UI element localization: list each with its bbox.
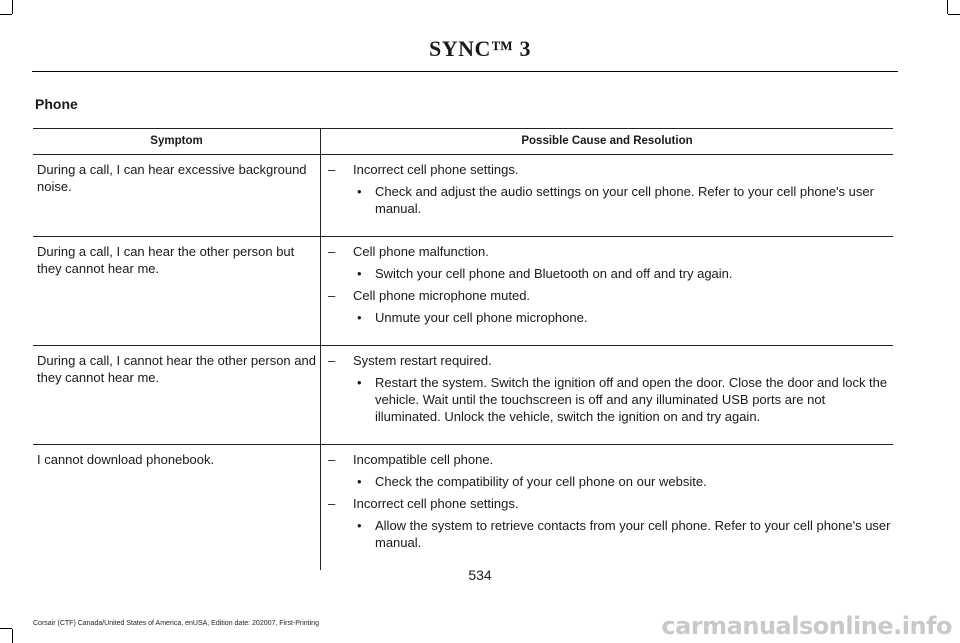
crop-mark <box>12 0 13 14</box>
symptom-cell: During a call, I can hear the other person but they cannot hear me. <box>37 244 295 276</box>
dash-marker: – <box>328 244 336 259</box>
remedy-text: Check and adjust the audio settings on your cell phone. Refer to your cell phone's user manual. <box>375 184 874 216</box>
crop-mark <box>947 0 948 14</box>
remedy-text: Switch your cell phone and Bluetooth on and off and try again. <box>375 266 733 281</box>
table-row <box>33 445 893 570</box>
remedy-item <box>353 265 893 282</box>
cause-item <box>328 243 893 260</box>
cause-text: Cell phone microphone muted. <box>353 288 531 303</box>
remedy-item <box>353 309 893 326</box>
cause-cell <box>320 445 893 570</box>
cause-cell <box>320 346 893 444</box>
column-header-symptom: Symptom <box>150 135 203 147</box>
remedy-text: Restart the system. Switch the ignition off and open the door. Close the door and lock the vehicle. Wait until the touchscreen is off and any illuminated USB ports are not illuminated. Unlock the vehicle, switch the ignition on and try again. <box>375 375 888 424</box>
symptom-cell: During a call, I can hear excessive background noise. <box>37 162 307 194</box>
symptom-cell: I cannot download phonebook. <box>37 452 215 467</box>
remedy-text: Unmute your cell phone microphone. <box>375 310 588 325</box>
page-number: 534 <box>468 567 492 583</box>
table-row <box>33 346 893 445</box>
remedy-text: Check the compatibility of your cell phone on our website. <box>375 474 707 489</box>
cause-item <box>328 287 893 304</box>
remedy-item <box>353 374 893 425</box>
watermark: carmanualsonline.info <box>661 612 952 640</box>
crop-mark <box>0 14 12 15</box>
bullet-marker: • <box>357 184 362 199</box>
cause-cell <box>320 237 893 345</box>
remedy-item <box>353 517 893 551</box>
remedy-text: Allow the system to retrieve contacts from your cell phone. Refer to your cell phone's user manual. <box>375 518 891 550</box>
dash-marker: – <box>328 353 336 368</box>
cause-item <box>328 495 893 512</box>
cause-text: Cell phone malfunction. <box>353 244 489 259</box>
cause-text: System restart required. <box>353 353 492 368</box>
bullet-marker: • <box>357 375 362 390</box>
dash-marker: – <box>328 288 336 303</box>
cause-item <box>328 451 893 468</box>
bullet-marker: • <box>357 310 362 325</box>
crop-mark <box>0 628 12 629</box>
cause-item <box>328 352 893 369</box>
crop-mark <box>12 629 13 643</box>
header-divider <box>32 71 898 72</box>
symptom-cell: During a call, I cannot hear the other person and they cannot hear me. <box>37 353 316 385</box>
cause-text: Incompatible cell phone. <box>353 452 494 467</box>
table-body <box>33 155 893 570</box>
cause-text: Incorrect cell phone settings. <box>353 162 519 177</box>
bullet-marker: • <box>357 474 362 489</box>
table-row <box>33 155 893 237</box>
cause-text: Incorrect cell phone settings. <box>353 496 519 511</box>
dash-marker: – <box>328 496 336 511</box>
troubleshooting-table <box>33 128 893 570</box>
edition-note: Corsair (CTF) Canada/United States of America, enUSA, Edition date: 202007, First-Printing <box>33 620 319 627</box>
cause-cell <box>320 155 893 236</box>
dash-marker: – <box>328 452 336 467</box>
dash-marker: – <box>328 162 336 177</box>
table-row <box>33 237 893 346</box>
section-title: Phone <box>35 96 78 112</box>
cause-item <box>328 161 893 178</box>
table-header-row <box>33 129 893 155</box>
crop-mark <box>948 14 960 15</box>
remedy-item <box>353 183 893 217</box>
bullet-marker: • <box>357 518 362 533</box>
page-header-title: SYNC™ 3 <box>429 36 531 61</box>
remedy-item <box>353 473 893 490</box>
column-header-cause: Possible Cause and Resolution <box>320 129 893 154</box>
bullet-marker: • <box>357 266 362 281</box>
